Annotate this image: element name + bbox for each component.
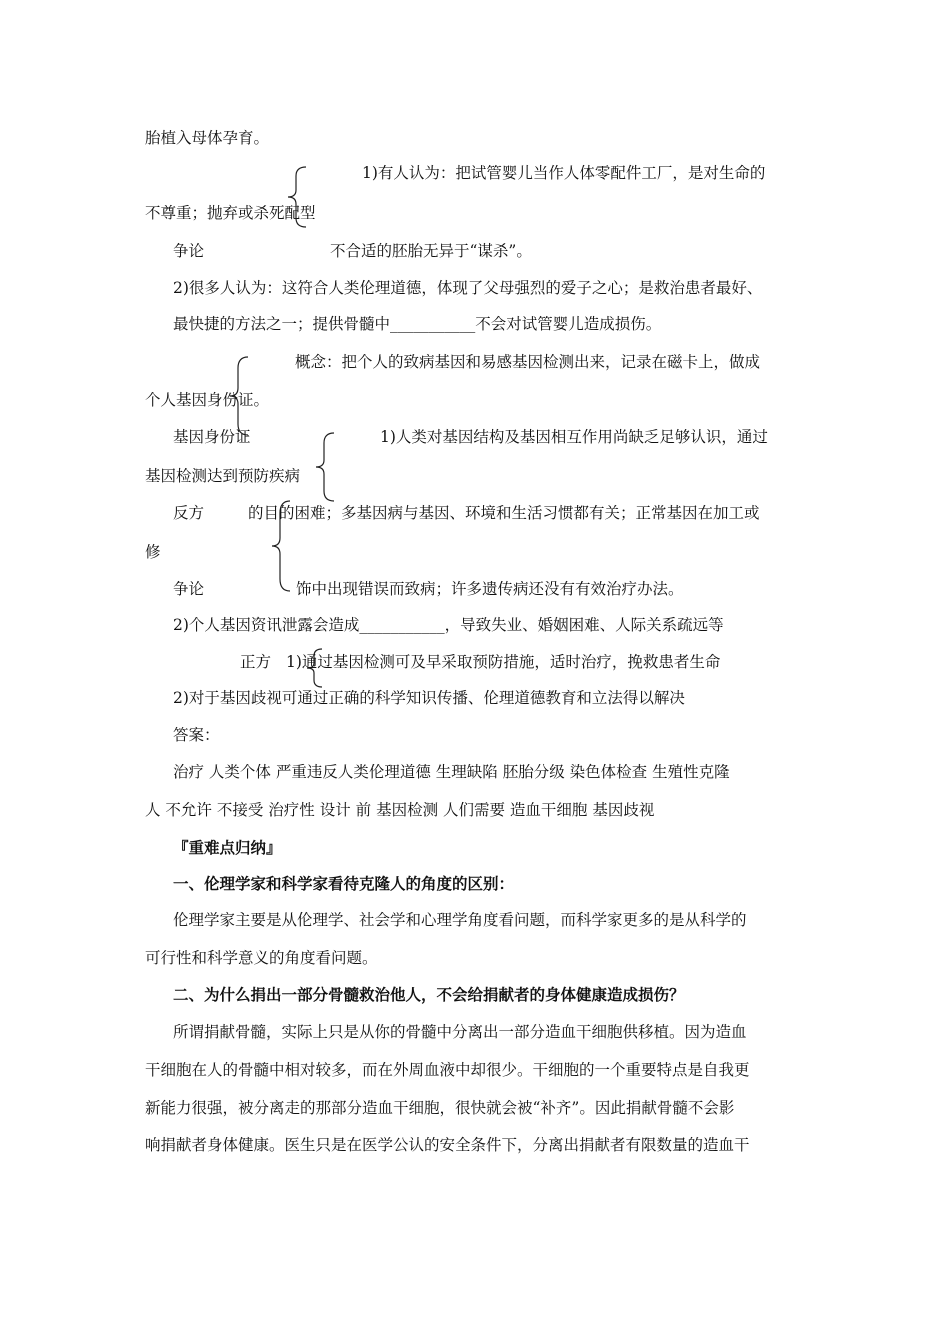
text-line: 2)很多人认为：这符合人类伦理道德，体现了父母强烈的爱子之心；是救治患者最好、 [173, 279, 763, 297]
paragraph-line: 所谓捐献骨髓，实际上只是从你的骨髓中分离出一部分造血干细胞供移植。因为造血 [173, 1023, 747, 1041]
text-line: 胎植入母体孕育。 [145, 129, 270, 147]
text-line: 的目的困难；多基因病与基因、环境和生活习惯都有关；正常基因在加工或 [248, 504, 760, 522]
text-line: 1)人类对基因结构及基因相互作用尚缺乏足够认识，通过 [380, 428, 768, 446]
paragraph-line: 干细胞在人的骨髓中相对较多，而在外周血液中却很少。干细胞的一个重要特点是自我更 [145, 1061, 750, 1079]
brace-3 [312, 432, 336, 502]
text-line: 基因检测达到预防疾病 [145, 467, 301, 485]
text-line: 概念：把个人的致病基因和易感基因检测出来，记录在磁卡上，做成 [295, 353, 761, 371]
paragraph-line: 可行性和科学意义的角度看问题。 [145, 949, 378, 967]
text-line: 饰中出现错误而致病；许多遗传病还没有有效治疗办法。 [296, 580, 684, 598]
text-line: 最快捷的方法之一；提供骨髓中___________不会对试管婴儿造成损伤。 [173, 315, 662, 333]
text-line: 2)对于基因歧视可通过正确的科学知识传播、伦理道德教育和立法得以解决 [173, 689, 685, 707]
subsection-heading: 二、为什么捐出一部分骨髓救治他人，不会给捐献者的身体健康造成损伤？ [173, 985, 685, 1004]
text-line: 1)有人认为：把试管婴儿当作人体零配件工厂，是对生命的 [362, 164, 766, 182]
paragraph-line: 响捐献者身体健康。医生只是在医学公认的安全条件下，分离出捐献者有限数量的造血干 [145, 1136, 750, 1154]
text-line: 不合适的胚胎无异于“谋杀”。 [330, 242, 532, 260]
paragraph-line: 伦理学家主要是从伦理学、社会学和心理学角度看问题，而科学家更多的是从科学的 [173, 911, 747, 929]
text-line: 争论 [173, 580, 205, 598]
text-line: 1)通过基因检测可及早采取预防措施，适时治疗，挽救患者生命 [286, 653, 721, 671]
text-line: 不尊重；抛弃或杀死配型 [145, 204, 316, 222]
answer-line: 治疗 人类个体 严重违反人类伦理道德 生理缺陷 胚胎分级 染色体检查 生殖性克隆 [173, 763, 730, 781]
text-line: 正方 [240, 653, 272, 671]
text-line: 争论 [173, 242, 205, 260]
text-line: 个人基因身份证。 [145, 391, 270, 409]
subsection-heading: 一、伦理学家和科学家看待克隆人的角度的区别： [173, 874, 515, 893]
text-line: 修 [145, 543, 161, 561]
text-line: 反方 [173, 504, 205, 522]
answer-label: 答案： [173, 726, 220, 744]
section-heading: 『重难点归纳』 [173, 838, 282, 857]
answer-line: 人 不允许 不接受 治疗性 设计 前 基因检测 人们需要 造血干细胞 基因歧视 [145, 801, 655, 819]
paragraph-line: 新能力很强，被分离走的那部分造血干细胞，很快就会被“补齐”。因此捐献骨髓不会影 [145, 1099, 735, 1117]
text-line: 2)个人基因资讯泄露会造成___________，导致失业、婚姻困难、人际关系疏远等 [173, 616, 724, 634]
text-line: 基因身份证 [173, 428, 251, 446]
